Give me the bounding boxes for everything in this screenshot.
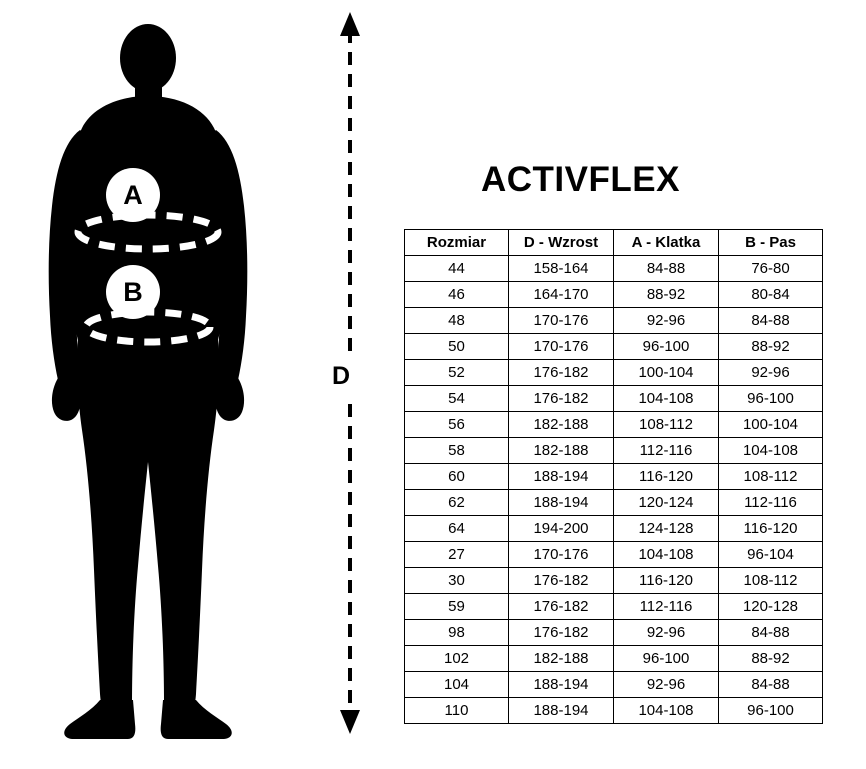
cell-size: 60 [405, 464, 509, 490]
cell-size: 56 [405, 412, 509, 438]
cell-height: 188-194 [509, 672, 614, 698]
column-header-waist: B - Pas [719, 230, 823, 256]
cell-chest: 96-100 [614, 646, 719, 672]
table-row [405, 620, 823, 646]
cell-height: 170-176 [509, 308, 614, 334]
cell-height: 182-188 [509, 438, 614, 464]
cell-chest: 108-112 [614, 412, 719, 438]
cell-size: 104 [405, 672, 509, 698]
cell-size: 62 [405, 490, 509, 516]
cell-waist: 112-116 [719, 490, 823, 516]
cell-size: 59 [405, 594, 509, 620]
table-row [405, 308, 823, 334]
cell-waist: 96-100 [719, 386, 823, 412]
cell-chest: 92-96 [614, 672, 719, 698]
table-row [405, 256, 823, 282]
cell-size: 44 [405, 256, 509, 282]
cell-waist: 104-108 [719, 438, 823, 464]
cell-chest: 104-108 [614, 542, 719, 568]
cell-chest: 96-100 [614, 334, 719, 360]
cell-chest: 92-96 [614, 620, 719, 646]
table-row [405, 464, 823, 490]
table-row [405, 542, 823, 568]
cell-chest: 112-116 [614, 594, 719, 620]
cell-chest: 116-120 [614, 568, 719, 594]
cell-chest: 120-124 [614, 490, 719, 516]
cell-waist: 108-112 [719, 464, 823, 490]
cell-chest: 104-108 [614, 698, 719, 724]
cell-height: 176-182 [509, 360, 614, 386]
cell-waist: 100-104 [719, 412, 823, 438]
cell-size: 102 [405, 646, 509, 672]
cell-size: 64 [405, 516, 509, 542]
cell-chest: 112-116 [614, 438, 719, 464]
chest-marker: A [106, 168, 160, 222]
waist-marker: B [106, 265, 160, 319]
cell-size: 54 [405, 386, 509, 412]
cell-height: 170-176 [509, 334, 614, 360]
table-row [405, 490, 823, 516]
cell-waist: 88-92 [719, 646, 823, 672]
cell-waist: 108-112 [719, 568, 823, 594]
table-row [405, 386, 823, 412]
table-row [405, 594, 823, 620]
height-axis-label: D [326, 358, 356, 395]
cell-size: 98 [405, 620, 509, 646]
column-header-size: Rozmiar [405, 230, 509, 256]
body-silhouette-icon [20, 10, 290, 750]
table-header-row [405, 230, 823, 256]
table-row [405, 438, 823, 464]
cell-chest: 84-88 [614, 256, 719, 282]
cell-waist: 96-100 [719, 698, 823, 724]
cell-height: 164-170 [509, 282, 614, 308]
cell-waist: 116-120 [719, 516, 823, 542]
table-row [405, 672, 823, 698]
cell-height: 158-164 [509, 256, 614, 282]
table-row [405, 698, 823, 724]
cell-chest: 116-120 [614, 464, 719, 490]
cell-waist: 84-88 [719, 308, 823, 334]
cell-waist: 96-104 [719, 542, 823, 568]
cell-size: 46 [405, 282, 509, 308]
table-row [405, 360, 823, 386]
cell-chest: 88-92 [614, 282, 719, 308]
cell-height: 188-194 [509, 464, 614, 490]
cell-chest: 124-128 [614, 516, 719, 542]
cell-size: 30 [405, 568, 509, 594]
column-header-chest: A - Klatka [614, 230, 719, 256]
cell-size: 52 [405, 360, 509, 386]
cell-height: 176-182 [509, 568, 614, 594]
table-row [405, 646, 823, 672]
cell-height: 176-182 [509, 594, 614, 620]
cell-size: 27 [405, 542, 509, 568]
table-row [405, 568, 823, 594]
cell-waist: 88-92 [719, 334, 823, 360]
cell-waist: 84-88 [719, 620, 823, 646]
cell-size: 50 [405, 334, 509, 360]
cell-height: 170-176 [509, 542, 614, 568]
cell-height: 194-200 [509, 516, 614, 542]
table-row [405, 334, 823, 360]
cell-chest: 100-104 [614, 360, 719, 386]
cell-height: 182-188 [509, 412, 614, 438]
page-title: ACTIVFLEX [481, 160, 680, 199]
table-body [405, 256, 823, 724]
table-row [405, 412, 823, 438]
cell-height: 176-182 [509, 620, 614, 646]
cell-height: 188-194 [509, 698, 614, 724]
column-header-height: D - Wzrost [509, 230, 614, 256]
table-row [405, 282, 823, 308]
table-row [405, 516, 823, 542]
cell-waist: 120-128 [719, 594, 823, 620]
cell-chest: 92-96 [614, 308, 719, 334]
cell-waist: 76-80 [719, 256, 823, 282]
cell-size: 110 [405, 698, 509, 724]
cell-size: 48 [405, 308, 509, 334]
cell-waist: 84-88 [719, 672, 823, 698]
size-table [404, 229, 823, 724]
cell-size: 58 [405, 438, 509, 464]
cell-chest: 104-108 [614, 386, 719, 412]
body-figure-panel [0, 0, 310, 764]
cell-height: 176-182 [509, 386, 614, 412]
cell-waist: 80-84 [719, 282, 823, 308]
cell-height: 188-194 [509, 490, 614, 516]
cell-height: 182-188 [509, 646, 614, 672]
cell-waist: 92-96 [719, 360, 823, 386]
